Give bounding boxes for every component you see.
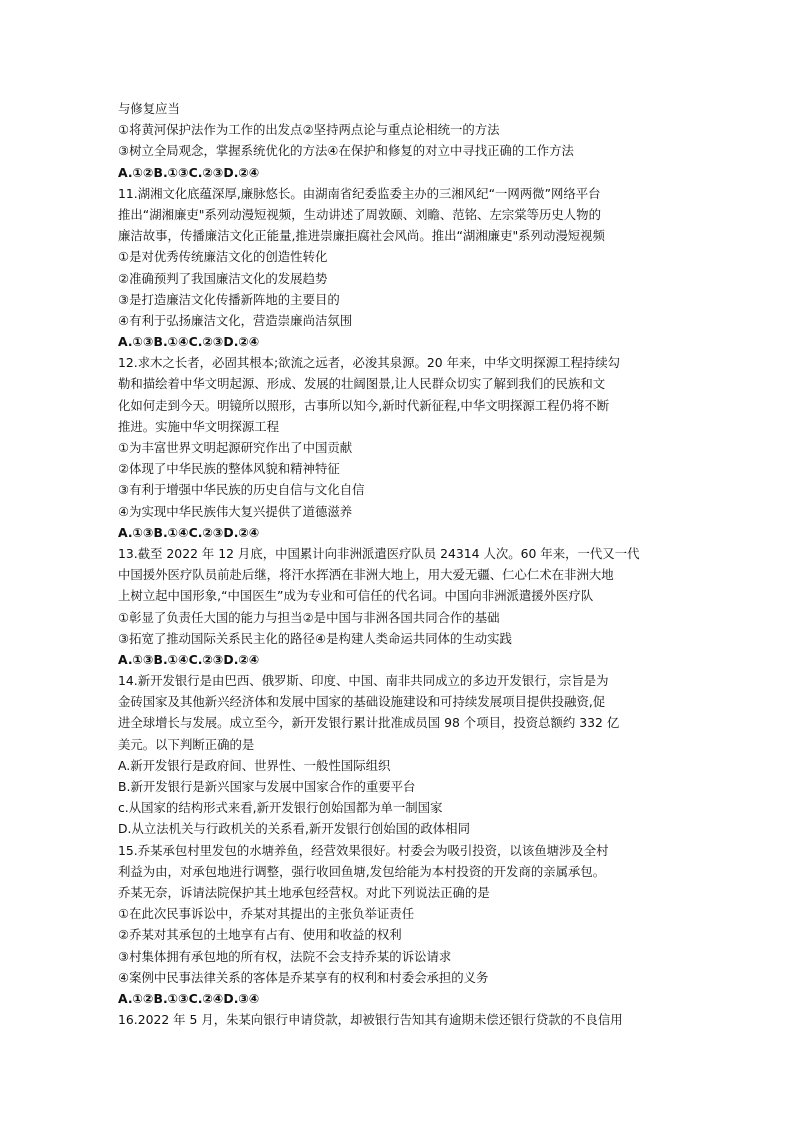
text-line: ③村集体拥有承包地的所有权，法院不会支持乔某的诉讼请求 bbox=[118, 948, 452, 964]
answer-options-line: A.①②B.①③C.②③D.②④ bbox=[118, 164, 260, 180]
text-line: 金砖国家及其他新兴经济体和发展中国家的基础设施建设和可持续发展项目提供投融资,促 bbox=[118, 694, 606, 710]
text-line: 16.2022 年 5 月，朱某向银行申请贷款，却被银行告知其有逾期未偿还银行贷款的不良信用 bbox=[118, 1012, 623, 1028]
text-line: 进全球增长与发展。成立至今，新开发银行累计批准成员国 98 个项目，投资总额约 332 亿 bbox=[118, 715, 620, 731]
text-line: 15.乔某承包村里发包的水塘养鱼，经营效果很好。村委会为吸引投资，以该鱼塘涉及全村 bbox=[118, 842, 609, 858]
text-line: 中国援外医疗队员前赴后继，将汗水挥洒在非洲大地上，用大爱无疆、仁心仁术在非洲大地 bbox=[118, 567, 614, 583]
text-line: 推进。实施中华文明探源工程 bbox=[118, 418, 280, 434]
text-line: ②体现了中华民族的整体风貌和精神特征 bbox=[118, 461, 340, 477]
text-line: ③拓宽了推动国际关系民主化的路径④是构建人类命运共同体的生动实践 bbox=[118, 630, 512, 646]
text-line: ①在此次民事诉讼中，乔某对其提出的主张负举证责任 bbox=[118, 906, 415, 922]
text-line: D.从立法机关与行政机关的关系看,新开发银行创始国的政体相同 bbox=[118, 821, 470, 837]
text-line: ③是打造廉洁文化传播新阵地的主要目的 bbox=[118, 291, 340, 307]
text-line: 推出“湖湘廉吏"系列动漫短视频，生动讲述了周敦颐、刘瞻、范铭、左宗棠等历史人物的 bbox=[118, 206, 601, 222]
answer-options-line: A.①③B.①④C.②③D.②④ bbox=[118, 524, 260, 540]
text-line: 与修复应当 bbox=[118, 101, 180, 116]
text-line: ④为实现中华民族伟大复兴提供了道德滋养 bbox=[118, 503, 353, 519]
answer-options-line: A.①③B.①④C.②③D.②④ bbox=[118, 334, 260, 350]
text-line: ①彰显了负责任大国的能力与担当②是中国与非洲各国共同合作的基础 bbox=[118, 609, 500, 625]
text-line: 美元。以下判断正确的是 bbox=[118, 736, 255, 752]
text-line: 乔某无奈，诉请法院保护其土地承包经营权。对此下列说法正确的是 bbox=[118, 884, 490, 900]
text-line: 化如何走到今天。明镜所以照形，古事所以知今,新时代新征程,中华文明探源工程仍将不断 bbox=[118, 397, 610, 413]
text-line: ①是对优秀传统廉洁文化的创造性转化 bbox=[118, 249, 328, 265]
text-line: B.新开发银行是新兴国家与发展中国家合作的重要平台 bbox=[118, 779, 416, 794]
text-line: 上树立起中国形象,“中国医生”成为专业和可信任的代名词。中国向非洲派遣援外医疗队 bbox=[118, 588, 594, 604]
text-line: c.从国家的结构形式来看,新开发银行创始国都为单一制国家 bbox=[118, 800, 443, 816]
answer-options-line: A.①③B.①④C.②③D.②④ bbox=[118, 651, 260, 667]
text-line: ③树立全局观念，掌握系统优化的方法④在保护和修复的对立中寻找正确的工作方法 bbox=[118, 143, 574, 159]
text-line: 14.新开发银行是由巴西、俄罗斯、印度、中国、南非共同成立的多边开发银行，宗旨是为 bbox=[118, 673, 609, 689]
text-line: ④有利于弘扬廉洁文化，营造崇廉尚洁氛围 bbox=[118, 312, 353, 328]
answer-options-line: A.①②B.①③C.②④D.③④ bbox=[118, 990, 260, 1006]
text-line: ②准确预判了我国廉洁文化的发展趋势 bbox=[118, 270, 328, 286]
text-line: 12.求木之长者，必固其根本;欲流之远者，必浚其泉源。20 年来，中华文明探源工程持续勾 bbox=[118, 355, 621, 371]
text-line: A.新开发银行是政府间、世界性、一般性国际组织 bbox=[118, 757, 391, 773]
text-line: 13.截至 2022 年 12 月底，中国累计向非洲派遣医疗队员 24314 人次。60 年来，一代又一代 bbox=[118, 545, 640, 561]
text-line: 勒和描绘着中华文明起源、形成、发展的壮阔图景,让人民群众切实了解到我们的民族和文 bbox=[118, 376, 606, 392]
text-line: 利益为由，对承包地进行调整，强行收回鱼塘,发包给能为本村投资的开发商的亲属承包。 bbox=[118, 863, 606, 879]
text-line: ④案例中民事法律关系的客体是乔某享有的权利和村委会承担的义务 bbox=[118, 969, 489, 985]
text-line: ①为丰富世界文明起源研究作出了中国贡献 bbox=[118, 440, 353, 455]
text-line: 11.湖湘文化底蕴深厚,廉脉悠长。由湖南省纪委监委主办的三湘风纪“一网两微”网络平台 bbox=[118, 185, 601, 201]
text-line: 廉洁故事，传播廉洁文化正能量,推进崇廉拒腐社会风尚。推出“湖湘廉吏"系列动漫短视频 bbox=[118, 228, 605, 244]
text-line: ③有利于增强中华民族的历史自信与文化自信 bbox=[118, 482, 365, 498]
text-line: ②乔某对其承包的土地享有占有、使用和收益的权利 bbox=[118, 927, 402, 943]
document-page bbox=[118, 98, 678, 1030]
text-line: ①将黄河保护法作为工作的出发点②坚持两点论与重点论相统一的方法 bbox=[118, 122, 500, 138]
